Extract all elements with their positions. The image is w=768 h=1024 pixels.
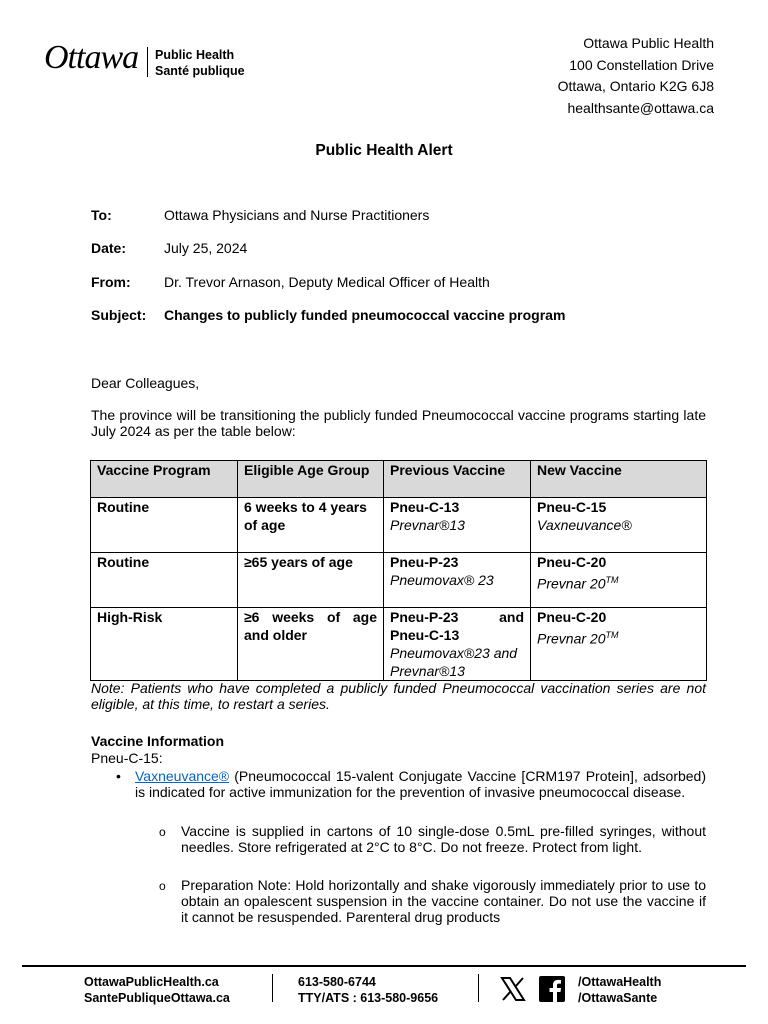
website-french[interactable]: SantePubliqueOttawa.ca <box>84 991 230 1005</box>
vaccine-code: Pneu-C-20 <box>537 609 607 625</box>
age-cell: ≥6 weeks of age and older <box>238 608 384 681</box>
vaccine-bullet <box>135 768 706 800</box>
subject-label: Subject: <box>91 307 147 323</box>
program-cell: Routine <box>91 498 238 553</box>
vaccine-code: Pneu-P-23 <box>390 554 459 570</box>
logo-line-french: Santé publique <box>155 64 245 78</box>
vaccine-brand <box>537 626 700 648</box>
table-note: Note: Patients who have completed a publicly funded Pneumococcal vaccination series are not eligible, at this time, to restart a series. <box>91 680 706 712</box>
address-line: 100 Constellation Drive <box>569 56 714 73</box>
vaccine-code-line <box>390 608 524 626</box>
vaccine-code: Pneu-C-13 <box>390 499 460 515</box>
brand-name: Prevnar 20 <box>537 575 606 592</box>
footer-separator <box>478 974 479 1002</box>
vaccine-brand: Pneumovax®23 and Prevnar®13 <box>390 645 518 679</box>
bullet-text: (Pneumococcal 15-valent Conjugate Vaccine [CRM197 Protein], adsorbed) is indicated for active immunization for the prevention of invasive pneumococcal disease. <box>135 768 706 800</box>
age-cell: ≥65 years of age <box>238 553 384 608</box>
subject-value: Changes to publicly funded pneumococcal vaccine program <box>164 307 566 323</box>
new-vaccine-cell <box>531 608 707 681</box>
trademark-mark: TM <box>605 575 619 585</box>
x-icon[interactable] <box>500 976 526 1002</box>
vaccine-code: Pneu-C-15 <box>537 499 607 515</box>
logo-line-english: Public Health <box>155 48 235 62</box>
bullet-icon: • <box>116 768 121 784</box>
footer-websites <box>84 974 230 1006</box>
logo-wordmark: Ottawa <box>44 39 139 76</box>
header-vaccine-program: Vaccine Program <box>91 461 238 498</box>
to-value: Ottawa Physicians and Nurse Practitioners <box>164 207 430 223</box>
document-title: Public Health Alert <box>315 142 453 159</box>
vaxneuvance-link[interactable]: Vaxneuvance® <box>135 768 230 784</box>
from-label: From: <box>91 274 131 290</box>
header-new-vaccine: New Vaccine <box>531 461 707 498</box>
tty-number: TTY/ATS : 613-580-9656 <box>298 991 439 1005</box>
address-line: Ottawa Public Health <box>583 35 714 51</box>
new-vaccine-cell <box>531 498 707 553</box>
vaccine-table <box>90 460 707 681</box>
header-eligible-age: Eligible Age Group <box>238 461 384 498</box>
social-handle-english[interactable]: /OttawaHealth <box>578 975 662 989</box>
previous-vaccine-cell <box>384 498 531 553</box>
vaccine-brand: Pneumovax® 23 <box>390 572 494 588</box>
previous-vaccine-cell <box>384 608 531 681</box>
vaccine-code: Pneu-C-20 <box>537 554 607 570</box>
header-previous-vaccine: Previous Vaccine <box>384 461 531 498</box>
address-email: healthsante@ottawa.ca <box>567 99 714 116</box>
footer-divider <box>22 965 746 967</box>
program-cell: Routine <box>91 553 238 608</box>
website-english[interactable]: OttawaPublicHealth.ca <box>84 975 219 989</box>
vaccine-sub-bullet: Vaccine is supplied in cartons of 10 single-dose 0.5mL pre-filled syringes, without needles. Store refrigerated at 2°C to 8°C. Do not freeze. Protect from light. <box>181 823 706 855</box>
age-cell: 6 weeks to 4 years of age <box>238 498 384 553</box>
vaccine-code: Pneu-C-13 <box>390 627 460 643</box>
table-row <box>91 498 707 553</box>
sub-bullet-icon: o <box>159 879 166 893</box>
table-row <box>91 608 707 681</box>
vaccine-sub-bullet: Preparation Note: Hold horizontally and shake vigorously immediately prior to use to obtain an opalescent suspension in the vaccine container. Do not use the vaccine if it cannot be resuspended. Parenteral drug products <box>181 877 706 925</box>
ottawa-logo <box>44 36 264 86</box>
previous-vaccine-cell <box>384 553 531 608</box>
footer-phones <box>298 974 438 1006</box>
address-line: Ottawa, Ontario K2G 6J8 <box>557 78 714 95</box>
new-vaccine-cell <box>531 553 707 608</box>
table-header-row <box>91 461 707 498</box>
vaccine-info-subheading: Pneu-C-15: <box>91 750 163 766</box>
vaccine-brand <box>537 571 700 593</box>
to-label: To: <box>91 207 112 223</box>
date-label: Date: <box>91 240 127 256</box>
program-cell: High-Risk <box>91 608 238 681</box>
intro-paragraph: The province will be transitioning the publicly funded Pneumococcal vaccine programs starting late July 2024 as per the table below: <box>91 407 706 439</box>
facebook-icon[interactable] <box>539 976 565 1002</box>
vaccine-code-joiner: and <box>499 609 524 625</box>
table-row <box>91 553 707 608</box>
greeting: Dear Colleagues, <box>91 375 200 391</box>
phone-number: 613-580-6744 <box>298 975 376 989</box>
logo-divider <box>147 47 148 77</box>
vaccine-code: Pneu-P-23 <box>390 609 459 625</box>
from-value: Dr. Trevor Arnason, Deputy Medical Officer of Health <box>164 274 490 290</box>
vaccine-brand: Prevnar®13 <box>390 517 465 533</box>
date-value: July 25, 2024 <box>164 240 248 256</box>
footer-social-handles <box>578 974 661 1006</box>
footer-separator <box>272 974 273 1002</box>
trademark-mark: TM <box>605 630 619 640</box>
sub-bullet-icon: o <box>159 825 166 839</box>
address-block <box>558 33 714 119</box>
vaccine-brand: Vaxneuvance® <box>537 517 632 533</box>
social-handle-french[interactable]: /OttawaSante <box>578 991 658 1005</box>
brand-name: Prevnar 20 <box>537 630 606 647</box>
vaccine-info-heading: Vaccine Information <box>91 733 225 749</box>
